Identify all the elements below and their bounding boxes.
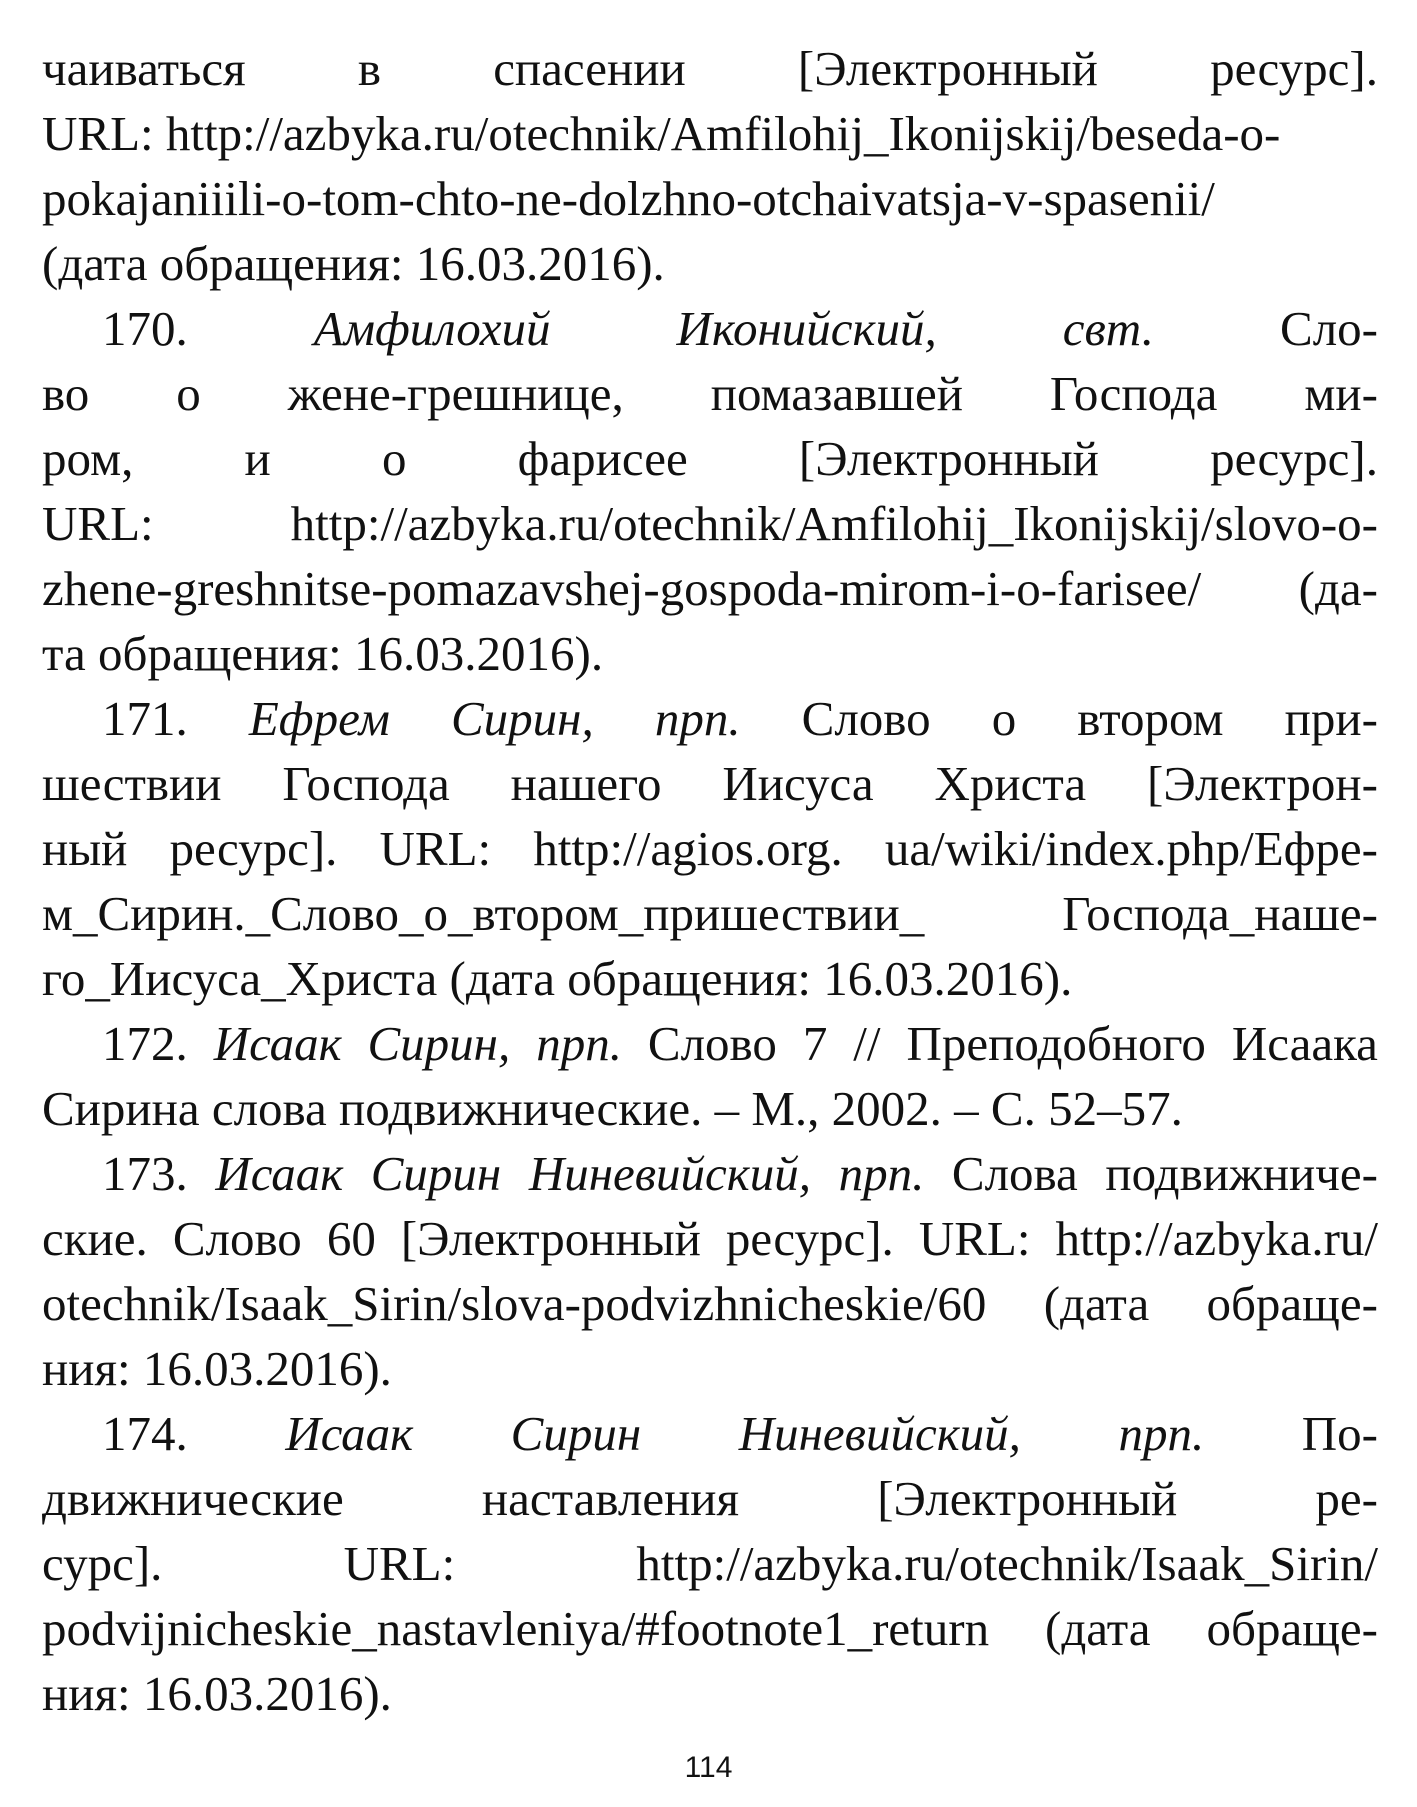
text-line [42, 36, 1378, 101]
word: (дата [1043, 1276, 1150, 1331]
author-name: Сирин, [367, 1016, 511, 1071]
url-text: URL: http://azbyka.ru/otechnik/Amfilohij_Ikonijskij/beseda-o- [42, 106, 1281, 161]
author-name: Исаак [215, 1146, 344, 1201]
access-date: ния: 16.03.2016). [42, 1666, 392, 1721]
author-title: прп. [838, 1146, 925, 1201]
word: фарисее [517, 431, 688, 486]
word: о [381, 431, 407, 486]
word: при- [1284, 691, 1378, 746]
word: ресурс]. [1210, 431, 1378, 486]
word: и [244, 431, 271, 486]
url-text: го_Иисуса_Христа (дата обращения: 16.03.2016). [42, 951, 1073, 1006]
access-date: ния: 16.03.2016). [42, 1341, 392, 1396]
author-name: Исаак [213, 1016, 342, 1071]
text-line [42, 426, 1378, 491]
author-title: прп. [1118, 1406, 1205, 1461]
text-line [42, 1336, 1378, 1401]
url-text: pokajaniiili-o-tom-chto-ne-dolzhno-otchaivatsja-v-spasenii/ [42, 171, 1215, 226]
text-line [42, 946, 1378, 1011]
text-line [42, 1596, 1378, 1661]
author-name: Ниневийский, [528, 1146, 811, 1201]
word: (дата [1045, 1601, 1151, 1656]
text-line [42, 1076, 1378, 1141]
word: [Электронный [877, 1471, 1178, 1526]
access-date: (дата обращения: 16.03.2016). [42, 236, 665, 291]
author-name: Исаак [285, 1406, 414, 1461]
entry-171-line [42, 686, 1378, 751]
word: ром, [42, 431, 134, 486]
text-line [42, 166, 1378, 231]
entry-number: 174. [102, 1406, 188, 1461]
url-text: http://azbyka.ru/otechnik/Isaak_Sirin/ [636, 1536, 1378, 1591]
url-text: http://azbyka.ru/ [1055, 1211, 1378, 1266]
author-name: Ефрем [248, 691, 390, 746]
text-line [42, 231, 1378, 296]
word: ресурс]. [725, 1211, 894, 1266]
word: ресурс]. [1210, 41, 1378, 96]
word: ный [42, 821, 128, 876]
access-date: та обращения: 16.03.2016). [42, 626, 604, 681]
word: нашего [510, 756, 662, 811]
url-text: http://azbyka.ru/otechnik/Amfilohij_Ikonijskij/slovo-o- [290, 496, 1378, 551]
entry-174-line [42, 1401, 1378, 1466]
word: обраще- [1206, 1276, 1378, 1331]
word: сурс]. [42, 1536, 163, 1591]
word: Слово [647, 1016, 777, 1071]
word: Господа [1049, 366, 1218, 421]
word: обраще- [1206, 1601, 1378, 1656]
word: ские. [42, 1211, 148, 1266]
word: Преподобного [906, 1016, 1206, 1071]
word: URL: [918, 1211, 1031, 1266]
word: подвижниче- [1105, 1146, 1378, 1201]
entry-173-line [42, 1141, 1378, 1206]
entry-170-line [42, 296, 1378, 361]
word: URL: [379, 821, 492, 876]
word: [Электронный [798, 431, 1099, 486]
word: URL: [343, 1536, 456, 1591]
text-line [42, 621, 1378, 686]
word: во [42, 366, 90, 421]
text-line [42, 816, 1378, 881]
word: URL: [42, 496, 154, 551]
author-name: Ниневийский, [738, 1406, 1021, 1461]
author-name: Амфилохий [313, 301, 551, 356]
source-text: Сирина слова подвижнические. – М., 2002. – С. 52–57. [42, 1081, 1183, 1136]
word: Слова [951, 1146, 1078, 1201]
word: Господа [282, 756, 450, 811]
text-line [42, 491, 1378, 556]
text-line [42, 1531, 1378, 1596]
word: спасении [493, 41, 686, 96]
text-line [42, 556, 1378, 621]
word: о [176, 366, 201, 421]
word: 7 [802, 1016, 828, 1071]
text-line [42, 751, 1378, 816]
word: Исаака [1231, 1016, 1378, 1071]
text-line [42, 881, 1378, 946]
word: втором [1077, 691, 1224, 746]
bibliography-text [42, 36, 1378, 1726]
page-number: 114 [684, 1751, 733, 1784]
word: Слово [172, 1211, 302, 1266]
word: Иисуса [722, 756, 874, 811]
author-name: Сирин [370, 1146, 502, 1201]
word: шествии [42, 756, 222, 811]
word: ре- [1315, 1471, 1378, 1526]
word: в [357, 41, 381, 96]
text-line [42, 361, 1378, 426]
url-text: http://agios.org. [533, 821, 843, 876]
text-line [42, 1661, 1378, 1726]
word: ми- [1304, 366, 1378, 421]
entry-172-line [42, 1011, 1378, 1076]
url-text: ua/wiki/index.php/Ефре- [884, 821, 1378, 876]
word: движнические [42, 1471, 344, 1526]
word: [Электронный [400, 1211, 701, 1266]
word: [Электронный [797, 41, 1098, 96]
word: // [853, 1016, 881, 1071]
author-name: Иконийский, [676, 301, 937, 356]
url-text: Господа_наше- [1062, 886, 1378, 941]
word: 60 [326, 1211, 376, 1266]
url-text: podvijnicheskie_nastavleniya/#footnote1_return [42, 1601, 990, 1656]
word: (да- [1298, 561, 1378, 616]
author-title: свт. [1062, 301, 1155, 356]
word: о [991, 691, 1017, 746]
word: Христа [934, 756, 1087, 811]
word: По- [1301, 1406, 1378, 1461]
url-text: м_Сирин._Слово_о_втором_пришествии_ [42, 886, 925, 941]
entry-number: 170. [102, 301, 188, 356]
author-title: прп. [654, 691, 741, 746]
word: жене-грешнице, [287, 366, 624, 421]
author-name: Сирин [510, 1406, 642, 1461]
word: ресурс]. [169, 821, 338, 876]
word: [Электрон- [1147, 756, 1378, 811]
word: Сло- [1280, 301, 1378, 356]
word: чаиваться [42, 41, 246, 96]
author-name: Сирин, [450, 691, 594, 746]
author-title: прп. [536, 1016, 622, 1071]
text-line [42, 1466, 1378, 1531]
word: помазавшей [710, 366, 963, 421]
url-text: zhene-greshnitse-pomazavshej-gospoda-mirom-i-o-farisee/ [42, 561, 1202, 616]
text-line [42, 1206, 1378, 1271]
word: наставления [481, 1471, 740, 1526]
text-line [42, 101, 1378, 166]
text-line [42, 1271, 1378, 1336]
entry-number: 172. [102, 1016, 188, 1071]
url-text: otechnik/Isaak_Sirin/slova-podvizhnicheskie/60 [42, 1276, 987, 1331]
word: Слово [801, 691, 931, 746]
entry-number: 173. [102, 1146, 188, 1201]
entry-number: 171. [102, 691, 188, 746]
